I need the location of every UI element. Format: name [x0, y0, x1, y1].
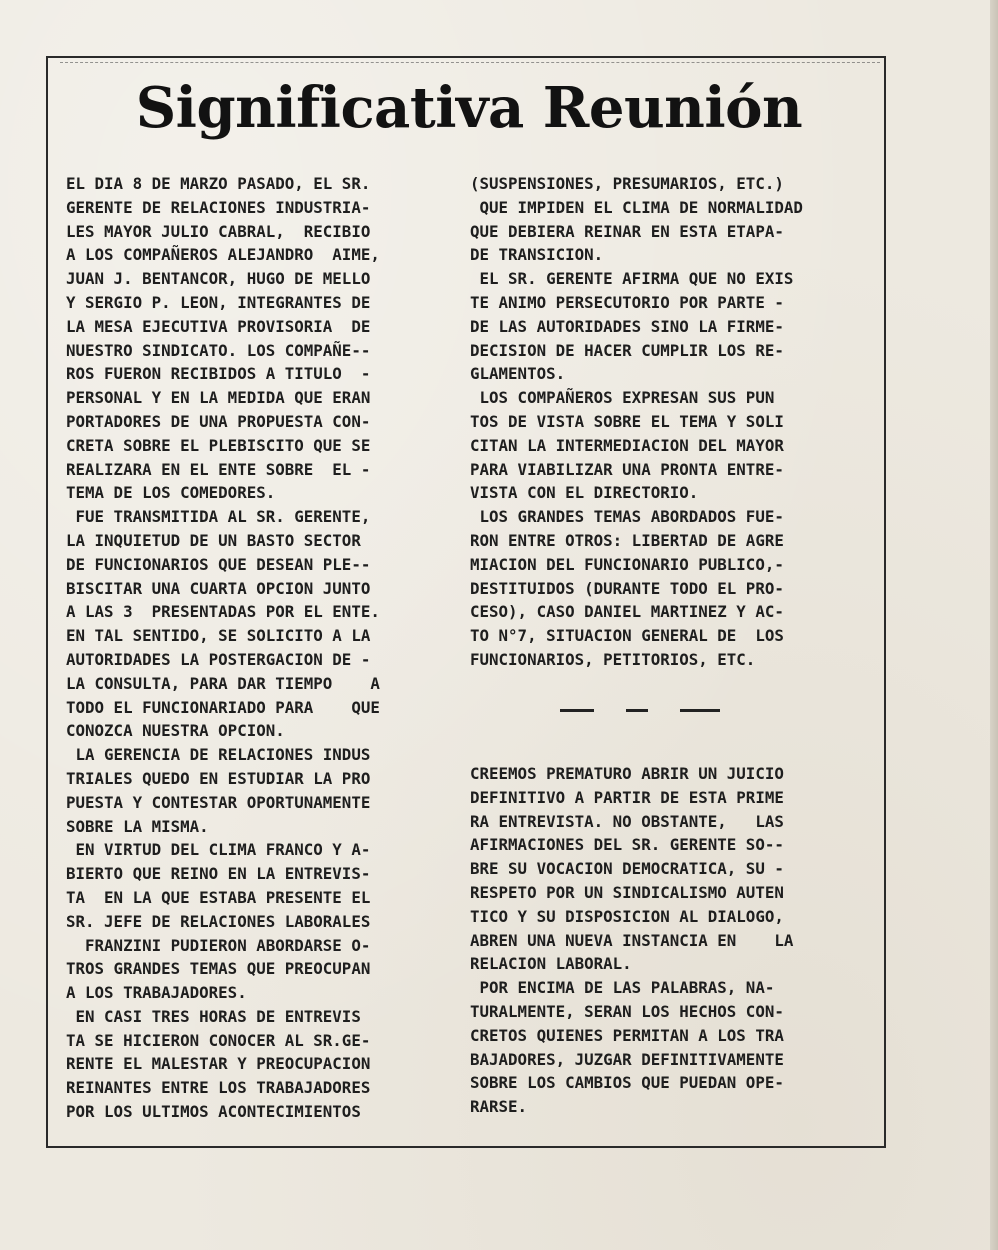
text-line: LA CONSULTA, PARA DAR TIEMPO A	[66, 673, 380, 693]
text-line: BISCITAR UNA CUARTA OPCION JUNTO	[66, 578, 371, 598]
text-line: SR. JEFE DE RELACIONES LABORALES	[66, 911, 371, 931]
text-line: PORTADORES DE UNA PROPUESTA CON-	[66, 411, 371, 431]
text-line: ABREN UNA NUEVA INSTANCIA EN LA	[470, 930, 794, 950]
text-line: POR LOS ULTIMOS ACONTECIMIENTOS	[66, 1102, 361, 1122]
text-line: (SUSPENSIONES, PRESUMARIOS, ETC.)	[470, 174, 784, 193]
text-line: TEMA DE LOS COMEDORES.	[66, 483, 276, 503]
text-line: TO N°7, SITUACION GENERAL DE LOS	[470, 626, 784, 646]
text-line: AFIRMACIONES DEL SR. GERENTE SO--	[470, 835, 784, 855]
text-line: GLAMENTOS.	[470, 364, 566, 384]
text-line: CONOZCA NUESTRA OPCION.	[66, 721, 285, 741]
text-line: FUE TRANSMITIDA AL SR. GERENTE,	[66, 507, 371, 527]
text-line: DE LAS AUTORIDADES SINO LA FIRME-	[470, 316, 784, 336]
text-line: BIERTO QUE REINO EN LA ENTREVIS-	[66, 864, 371, 884]
border-dashes	[60, 62, 880, 63]
text-line: TE ANIMO PERSECUTORIO POR PARTE -	[470, 292, 784, 312]
text-line: TOS DE VISTA SOBRE EL TEMA Y SOLI	[470, 411, 784, 431]
text-line: REINANTES ENTRE LOS TRABAJADORES	[66, 1078, 371, 1098]
article-title: Significativa Reunión	[135, 75, 803, 141]
text-line: AUTORIDADES LA POSTERGACION DE -	[66, 649, 371, 669]
paper-edge	[990, 0, 998, 1250]
text-line: LA MESA EJECUTIVA PROVISORIA DE	[66, 316, 371, 336]
text-line: ROS FUERON RECIBIDOS A TITULO -	[66, 364, 371, 384]
text-line: RENTE EL MALESTAR Y PREOCUPACION	[66, 1054, 371, 1074]
text-line: Y SERGIO P. LEON, INTEGRANTES DE	[66, 292, 371, 312]
separator-dash	[560, 709, 594, 712]
text-line: TRIALES QUEDO EN ESTUDIAR LA PRO	[66, 768, 371, 788]
text-line: GERENTE DE RELACIONES INDUSTRIA-	[66, 197, 371, 217]
text-line: LA INQUIETUD DE UN BASTO SECTOR	[66, 530, 361, 550]
text-line: DE TRANSICION.	[470, 245, 604, 265]
separator-dash	[626, 709, 648, 712]
text-line: PERSONAL Y EN LA MEDIDA QUE ERAN	[66, 388, 371, 408]
text-line: RA ENTREVISTA. NO OBSTANTE, LAS	[470, 811, 784, 831]
text-line: EN VIRTUD DEL CLIMA FRANCO Y A-	[66, 840, 371, 860]
text-line: BAJADORES, JUZGAR DEFINITIVAMENTE	[470, 1049, 784, 1069]
text-line: TROS GRANDES TEMAS QUE PREOCUPAN	[66, 959, 371, 979]
text-line: RON ENTRE OTROS: LIBERTAD DE AGRE	[470, 530, 784, 550]
text-line: DECISION DE HACER CUMPLIR LOS RE-	[470, 340, 784, 360]
text-line: RELACION LABORAL.	[470, 954, 632, 974]
text-line: EL SR. GERENTE AFIRMA QUE NO EXIS	[470, 269, 794, 289]
text-line: RESPETO POR UN SINDICALISMO AUTEN	[470, 882, 784, 902]
text-line: JUAN J. BENTANCOR, HUGO DE MELLO	[66, 269, 371, 289]
text-line: CITAN LA INTERMEDIACION DEL MAYOR	[470, 435, 784, 455]
text-line: LOS COMPAÑEROS EXPRESAN SUS PUN	[470, 388, 775, 408]
text-line: EL DIA 8 DE MARZO PASADO, EL SR.	[66, 174, 371, 193]
text-line: CRETA SOBRE EL PLEBISCITO QUE SE	[66, 435, 371, 455]
text-line: TA SE HICIERON CONOCER AL SR.GE-	[66, 1030, 371, 1050]
text-line: FRANZINI PUDIERON ABORDARSE O-	[66, 935, 371, 955]
text-line: SOBRE LA MISMA.	[66, 816, 209, 836]
text-line: CREEMOS PREMATURO ABRIR UN JUICIO	[470, 764, 784, 783]
text-line: TODO EL FUNCIONARIADO PARA QUE	[66, 697, 380, 717]
text-line: CRETOS QUIENES PERMITAN A LOS TRA	[470, 1025, 784, 1045]
text-line: LES MAYOR JULIO CABRAL, RECIBIO	[66, 221, 371, 241]
text-line: DESTITUIDOS (DURANTE TODO EL PRO-	[470, 578, 784, 598]
text-line: LOS GRANDES TEMAS ABORDADOS FUE-	[470, 507, 784, 527]
text-line: PARA VIABILIZAR UNA PRONTA ENTRE-	[470, 459, 784, 479]
text-line: EN CASI TRES HORAS DE ENTREVIS	[66, 1006, 361, 1026]
text-line: TA EN LA QUE ESTABA PRESENTE EL	[66, 887, 371, 907]
text-line: RARSE.	[470, 1097, 528, 1117]
text-line: A LOS TRABAJADORES.	[66, 983, 247, 1003]
text-line: A LOS COMPAÑEROS ALEJANDRO AIME,	[66, 245, 380, 265]
text-line: PUESTA Y CONTESTAR OPORTUNAMENTE	[66, 792, 371, 812]
text-line: EN TAL SENTIDO, SE SOLICITO A LA	[66, 626, 371, 646]
text-line: TICO Y SU DISPOSICION AL DIALOGO,	[470, 906, 784, 926]
text-line: BRE SU VOCACION DEMOCRATICA, SU -	[470, 859, 784, 879]
text-line: VISTA CON EL DIRECTORIO.	[470, 483, 699, 503]
separator-dash	[680, 709, 720, 712]
text-line: DE FUNCIONARIOS QUE DESEAN PLE--	[66, 554, 371, 574]
text-line: TURALMENTE, SERAN LOS HECHOS CON-	[470, 1001, 784, 1021]
text-line: NUESTRO SINDICATO. LOS COMPAÑE--	[66, 340, 371, 360]
right-column-bottom	[470, 762, 793, 1119]
text-line: POR ENCIMA DE LAS PALABRAS, NA-	[470, 978, 775, 998]
text-line: FUNCIONARIOS, PETITORIOS, ETC.	[470, 649, 756, 669]
text-line: CESO), CASO DANIEL MARTINEZ Y AC-	[470, 602, 784, 622]
text-line: REALIZARA EN EL ENTE SOBRE EL -	[66, 459, 371, 479]
text-line: QUE DEBIERA REINAR EN ESTA ETAPA-	[470, 221, 784, 241]
text-line: LA GERENCIA DE RELACIONES INDUS	[66, 745, 371, 765]
text-line: A LAS 3 PRESENTADAS POR EL ENTE.	[66, 602, 380, 622]
right-column-top	[470, 172, 803, 672]
text-line: SOBRE LOS CAMBIOS QUE PUEDAN OPE-	[470, 1073, 784, 1093]
section-separator	[560, 709, 720, 713]
left-column	[66, 172, 380, 1124]
text-line: MIACION DEL FUNCIONARIO PUBLICO,-	[470, 554, 784, 574]
text-line: DEFINITIVO A PARTIR DE ESTA PRIME	[470, 787, 784, 807]
text-line: QUE IMPIDEN EL CLIMA DE NORMALIDAD	[470, 197, 803, 217]
